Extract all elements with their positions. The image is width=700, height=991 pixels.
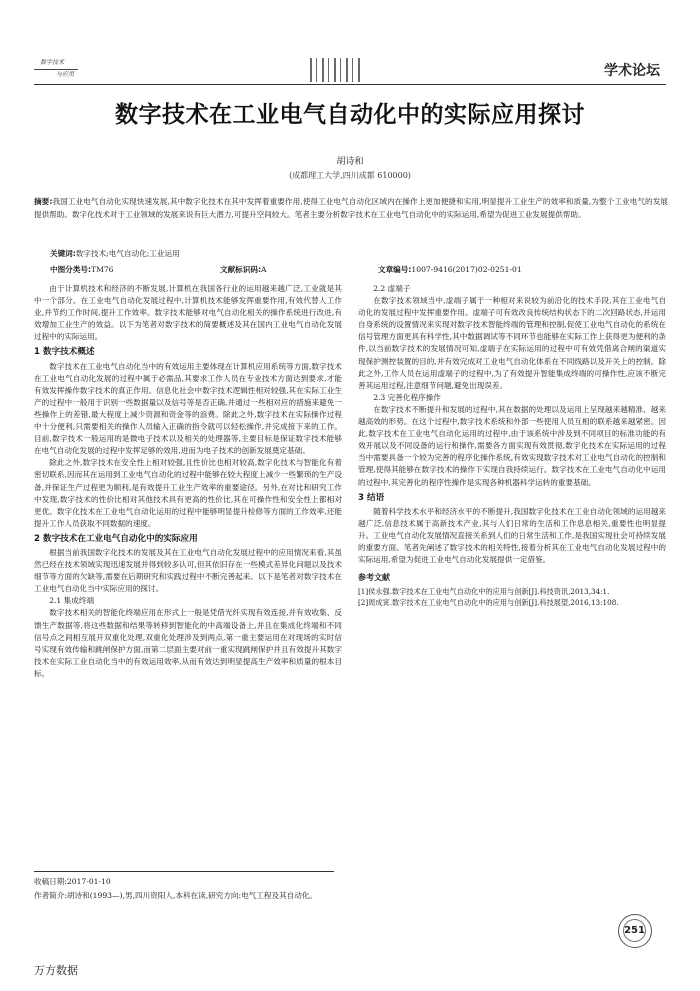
database-brand: 万方数据 <box>34 964 78 977</box>
keywords-label: 关键词: <box>50 249 76 258</box>
author-name: 胡诗和 <box>336 157 364 167</box>
article-number <box>378 264 522 275</box>
section-2-heading: 2 数字技术在工业电气自动化中的实际应用 <box>34 533 198 544</box>
body-column-right <box>358 283 666 608</box>
document-code-value: A <box>261 265 267 274</box>
section-2-1-paragraph: 数字技术相关的智能化终端应用在形式上一般是凭借光纤实现有效连接,并有效收集、反馈生产数据等,将这些数据和结果等转移到智能化的中高端设备上,并且在集成化终端和不同信号点之间相互展开双重化处理,双重化处理涉及到两点,第一重主要运用在对现场的实时信号实现有效传输和跳闸保护方面,而第二层面主要对前一重实现跳闸保护并且有效提升其数字技术在实际工业自动化当中的有效运用效率,从而有效达到明显提高生产效率和质量的根本目标。 <box>34 608 342 678</box>
section-1-paragraph-1: 数字技术在工业电气自动化当中的有效运用主要体现在计算机应用系统等方面,数字技术在工业电气自动化发展的过程中属于必需品,其要求工作人员在专业技术方面达到要求,才能有效发挥操作数字技术的真正作用。信息化社会中数字技术逻辑性相对较强,其在实际工业生产的过程中一般用于识别一些数据量以及信号等是否正确,并通过一些相对应的措施来避免一些操作上的差错,最大程度上减少资源和资金等的浪费。除此之外,数字技术在实际操作过程中十分便利,只需要相关的操作人员输入正确的指令就可以轻松操作,并完成接下来的工作。目前,数字技术一般运用的是微电子技术以及相关的处理器等,主要目标是保证数字技术能够在电气自动化发展的过程中发挥足够的效用,进而为电子技术的创新发展奠定基础。 <box>34 361 342 456</box>
journal-logo-line2: 与应用 <box>56 71 75 78</box>
reference-item: [1]侯永强.数字技术在工业电气自动化中的应用与创新[J].科技资讯,2013,34:1. <box>358 587 610 597</box>
journal-logo-divider <box>34 69 78 70</box>
section-2-1-heading: 2.1 集成终端 <box>49 596 95 606</box>
section-3-paragraph: 随着科学技术水平和经济水平的不断提升,我国数字化技术在工业自动化领域的运用越来越广泛,信息技术属于高新技术产业,其与人们日常的生活和工作息息相关,重要性也明显提升。工业电气自动化发展情况直接关系到人们的日常生活和工作,是我国实现社会可持续发展的重要方面。笔者先阐述了数字技术的相关特性,接着分析其在工业电气自动化发展过程中的实际运用,希望为促进工业电气自动化发展提供一定借鉴。 <box>358 506 666 565</box>
keywords-text: 数字技术;电气自动化;工业运用 <box>75 249 180 258</box>
received-date: 收稿日期:2017-01-10 <box>34 877 111 886</box>
classification-value: TM76 <box>91 265 114 274</box>
classification-number <box>50 264 114 275</box>
body-column-left <box>34 283 342 680</box>
section-1-heading: 1 数字技术概述 <box>34 347 95 358</box>
page-number: 251 <box>624 925 645 936</box>
section-2-3-paragraph: 在数字技术不断提升和发展的过程中,其在数据的处理以及运用上呈现越来越精准、越来越高效的形势。在这个过程中,数字技术系统和外部一些使用人员互相的联系越来越紧密。因此,数字技术在工业电气自动化运用的过程中,由于该系统中涉及到不同项目的标准功能的有效开展以及不同设备的运行和操作,需要各方面实现有效贯彻,数字化技术在实际运用的过程当中需要具备一个较为完善的程序化操作系统,有效实现数字技术对工业电气自动化的控制和管理,使得其能够在数字技术的操作下实现自我持续运行。数字技术在工业电气自动化中运用的过程中,其完善化的程序性操作是实现各种机器科学运转的重要基础。 <box>358 404 666 487</box>
footnote-rule <box>34 871 334 872</box>
section-1-paragraph-2: 除此之外,数字技术在安全性上相对较强,且性价比也相对较高,数字化技术与智能化有着密切联系,因而其在运用到工业电气自动化的过程中能够在较大程度上减少一些繁琐的生产设备,并保证生产过程更为顺利,是有效提升工业生产效率的重要途径。另外,在对比和研究工作中发现,数字技术的性价比相对其他技术具有更高的性价比,其在可操作性和安全性上都相对更优。数字化技术在工业电气自动化运用的过程中能够明显提升检修等方面的工作效率,还能提升工作人员获取不同数据的速度。 <box>34 458 342 528</box>
journal-logo-line1: 数字技术 <box>40 59 65 66</box>
abstract-label: 摘要: <box>34 197 53 206</box>
barcode-decoration <box>310 58 360 82</box>
abstract <box>34 196 668 221</box>
author-bio: 作者简介:胡诗和(1993—),男,四川资阳人,本科在读,研究方向:电气工程及其自动化。 <box>34 891 318 900</box>
section-3-heading: 3 结语 <box>358 492 385 503</box>
article-number-label: 文章编号: <box>378 265 412 274</box>
classification-label: 中图分类号: <box>50 265 92 274</box>
abstract-text: 我国工业电气自动化实现快速发展,其中数字化技术在其中发挥着重要作用,使得工业电气自动化区域内在操作上更加便捷和实用,明显提升工业生产的效率和质量,为整个工业电气的发展提供帮助。数字化技术对于工业领域的发展来说有巨大潜力,可提升空间较大。笔者主要分析数字技术在工业电气自动化中的实际运用,希望为促进工业发展提供帮助。 <box>34 197 668 219</box>
section-2-paragraph-1: 根据当前我国数字化技术的发展及其在工业电气自动化发展过程中的应用情况来看,其虽然已经在技术领域实现迅速发展并得到较多认可,但其依旧存在一些模式差异化问题以及技术细节等方面的欠缺等,需要在后期研究和实践过程中不断完善起来。以下是笔者对数字技术在工业电气自动化当中实际应用的探讨。 <box>34 547 342 594</box>
page-number-seal <box>618 914 652 948</box>
article-title: 数字技术在工业电气自动化中的实际应用探讨 <box>115 102 585 128</box>
article-number-value: 1007-9416(2017)02-0251-01 <box>411 265 522 274</box>
section-2-2-heading: 2.2 虚端子 <box>373 284 411 293</box>
intro-paragraph: 由于计算机技术和经济的不断发展,计算机在我国各行业的运用越来越广泛,工业就是其中一个部分。在工业电气自动化发展过程中,计算机技术能够发挥重要作用,有效代替人工作业,并节约工作时间,提升工作效率。数字技术能够对电气自动化相关的操作系统进行改进,有效增加工业生产的效益。以下为笔者对数字技术的简要概述及其在国内工业电气自动化发展过程中的实际运用。 <box>34 284 342 342</box>
reference-item: [2]周成寅.数字技术在工业电气自动化中的应用与创新[J].科技展望,2016,13:108. <box>358 598 619 608</box>
section-2-3-heading: 2.3 完善化程序操作 <box>373 392 441 402</box>
journal-logo <box>34 54 78 84</box>
section-label: 学术论坛 <box>604 63 660 79</box>
document-code-label: 文献标识码: <box>220 265 262 274</box>
section-2-2-paragraph: 在数字技术领域当中,虚端子属于一种相对来说较为前沿化的技术手段,其在工业电气自动化的发展过程中发挥重要作用。虚端子可有效改良传统结构状态下的二次回路状态,并运用自身系统的设置情况来实现对数字技术智能终端的管理和控制,促使工业电气自动化的系统在信号管理方面更具有科学性,其中数据调试等不同环节也能够在实际工作上获得更为便利的条件,以当前数字技术的发展情况可知,虚端子在实际运用的过程中可有效凭借离合闸的渠道实现保护测控装置的目的,并有效完成对工业电气自动化体系在不同线路以及开关上的控制。除此之外,工作人员在运用虚端子的过程中,为了有效提升智能集成终端的可操作性,应该不断完善其运用过程,注意细节问题,避免出现误差。 <box>358 296 666 390</box>
references-heading: 参考文献 <box>358 573 390 583</box>
author-affiliation: (成都理工大学,四川成都 610000) <box>289 171 411 180</box>
keywords <box>50 248 650 259</box>
document-code <box>220 264 267 275</box>
header-rule <box>34 84 666 85</box>
